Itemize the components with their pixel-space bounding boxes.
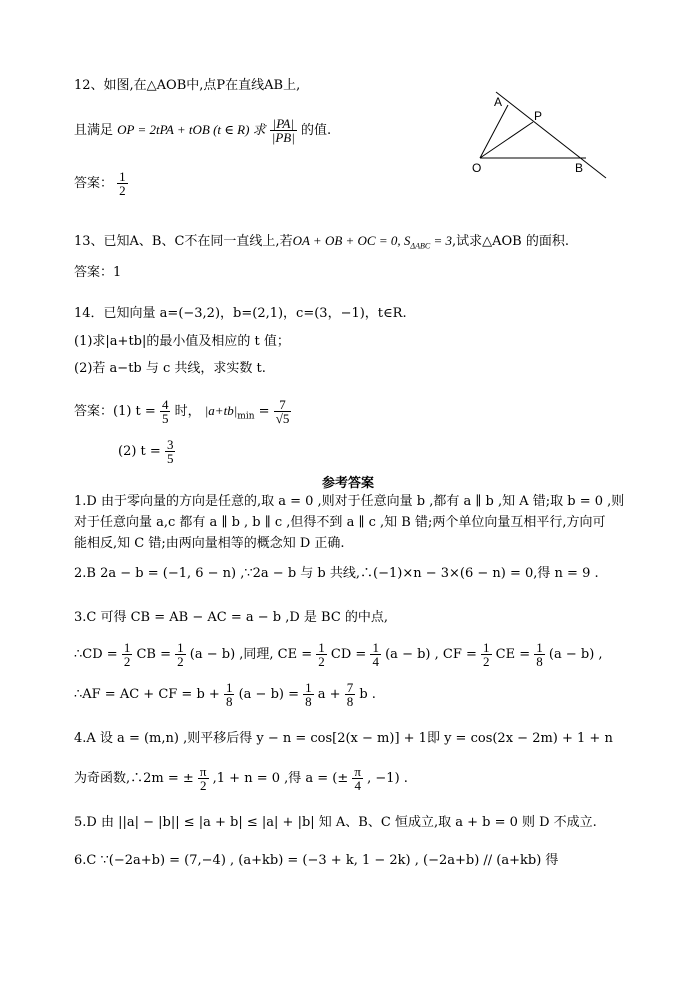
ref-answer-4-line2: 为奇函数,∴2m = ± $\frac{\pi}{2}$ ,1 + n = 0 ,得 a = (± $\frac{\pi}{4}$ , −1) . (74, 764, 408, 793)
q12-line2 (74, 117, 331, 144)
q14-line2: (1)求|a+tb|的最小值及相应的 t 值； (74, 334, 290, 349)
figure-label-P: P (534, 109, 543, 123)
ref-answer-1-line1: 1.D 由于零向量的方向是任意的,取 a = 0 ,则对于任意向量 b ,都有 a ∥ b ,知 A 错;取 b = 0 ,则 (74, 494, 625, 509)
q12-fraction: $\frac{|PA|}{|PB|}$ (271, 116, 295, 145)
figure-label-B: B (575, 161, 584, 175)
q13-line1: 13、已知A、B、C不在同一直线上,若OA + OB + OC = 0, $S_{\Delta ABC} = 3$,试求△AOB 的面积. (74, 233, 569, 251)
ref-answer-5: 5.D 由 ||a| − |b|| ≤ |a + b| ≤ |a| + |b| 知 A、B、C 恒成立,取 a + b = 0 则 D 不成立. (74, 815, 597, 830)
q12-line1: 12、如图,在△AOB中,点P在直线AB上, (74, 78, 301, 93)
ref-answer-2: 2.B 2a − b = (−1, 6 − n) ,∵2a − b 与 b 共线,∴(−1)×n − 3×(6 − n) = 0,得 n = 9 . (74, 566, 599, 581)
figure-label-A: A (494, 95, 503, 109)
ref-answer-4-line1: 4.A 设 a = (m,n) ,则平移后得 y − n = cos[2(x − m)] + 1即 y = cos(2x − 2m) + 1 + n (74, 731, 613, 746)
q14-line1: 14．已知向量 a=(−3,2)，b=(2,1)，c=(3，−1)，t∈R. (74, 306, 407, 321)
ref-answer-1-line3: 能相反,知 C 错;由两向量相等的概念知 D 正确. (74, 536, 345, 551)
q14-answer2: (2) t = $\frac{3}{5}$ (118, 437, 174, 466)
q12-answer: 答案： $\frac{1}{2}$ (74, 169, 126, 198)
ref-answer-3-line3: ∴AF = AC + CF = b + $\frac{1}{8}$ (a − b) = $\frac{1}{8}$ a + $\frac{7}{8}$ b . (74, 680, 376, 709)
q12-answer-fraction: $\frac{1}{2}$ (119, 169, 126, 198)
ref-answer-6: 6.C ∵(−2a+b) = (7,−4) , (a+kb) = (−3 + k, 1 − 2k) , (−2a+b) // (a+kb) 得 (74, 853, 559, 868)
ref-answer-3-line2: ∴CD = $\frac{1}{2}$ CB = $\frac{1}{2}$ (a − b) ,同理, CE = $\frac{1}{2}$ CD = $\frac{1}{4}$ (a − b) , CF = $\frac{1}{2}$ CE = $\frac{1}{8}$ (a − b) , (74, 640, 603, 669)
reference-answers-title: 参考答案 (321, 476, 374, 491)
q12-triangle-figure (468, 90, 618, 185)
q12-line2-prefix: 且满足 (74, 123, 114, 138)
ref-answer-3-line1: 3.C 可得 CB = AB − AC = a − b ,D 是 BC 的中点, (74, 610, 389, 625)
q12-formula: OP = 2tPA + tOB (t ∈ R) 求 (117, 122, 266, 137)
figure-label-O: O (472, 161, 482, 175)
q14-line3: (2)若 a−tb 与 c 共线，求实数 t. (74, 361, 266, 376)
ref-answer-1-line2: 对于任意向量 a,c 都有 a ∥ b , b ∥ c ,但得不到 a ∥ c ,知 B 错;两个单位向量互相平行,方向可 (74, 515, 606, 530)
q12-line2-suffix: 的值. (300, 123, 332, 138)
q13-answer: 答案：1 (74, 265, 122, 280)
q14-answer1: 答案：(1) t = $\frac{4}{5}$ 时， $|a+tb|_{min}$ = $\frac{7}{√5}$ (74, 397, 290, 426)
